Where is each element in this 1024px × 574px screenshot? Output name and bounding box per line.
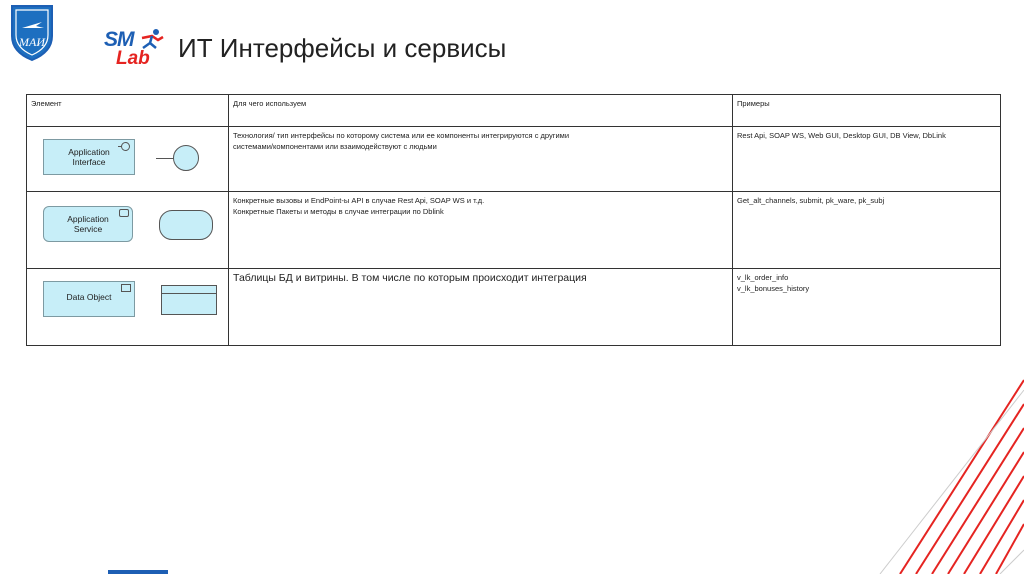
header-examples: Примеры (733, 95, 1001, 127)
svg-text:МАИ: МАИ (19, 35, 45, 49)
smlab-lab-text: Lab (116, 48, 150, 69)
element-label: Data Object (66, 292, 112, 302)
purpose-line: Конкретные Пакеты и методы в случае интеграции по Dblink (233, 207, 444, 216)
example-line: v_lk_bonuses_history (737, 284, 810, 293)
purpose-line: Конкретные вызовы и EndPoint-ы API в случае Rest Api, SOAP WS и т.д. (233, 196, 485, 205)
purpose-line: Таблицы БД и витрины. В том числе по которым происходит интеграция (233, 272, 587, 284)
header-purpose: Для чего используем (229, 95, 733, 127)
purpose-line: системами/компонентами или взаимодействуют с людьми (233, 142, 437, 151)
page-title: ИТ Интерфейсы и сервисы (178, 33, 507, 63)
purpose-line: Технология/ тип интерфейсы по которому система или ее компоненты интегрируются с другими (233, 131, 570, 140)
element-label-line2: Interface (72, 157, 106, 167)
example-line: Rest Api, SOAP WS, Web GUI, Desktop GUI, DB View, DbLink (737, 131, 946, 140)
element-label-line2: Service (73, 224, 103, 234)
footer-accent-bar (108, 570, 168, 574)
header-element: Элемент (27, 95, 229, 127)
smlab-sm-text: SM (104, 28, 134, 51)
example-line: Get_alt_channels, submit, pk_ware, pk_subj (737, 196, 885, 205)
element-label-line1: Application (67, 214, 109, 224)
example-line: v_lk_order_info (737, 273, 789, 282)
element-label-line1: Application (68, 147, 110, 157)
